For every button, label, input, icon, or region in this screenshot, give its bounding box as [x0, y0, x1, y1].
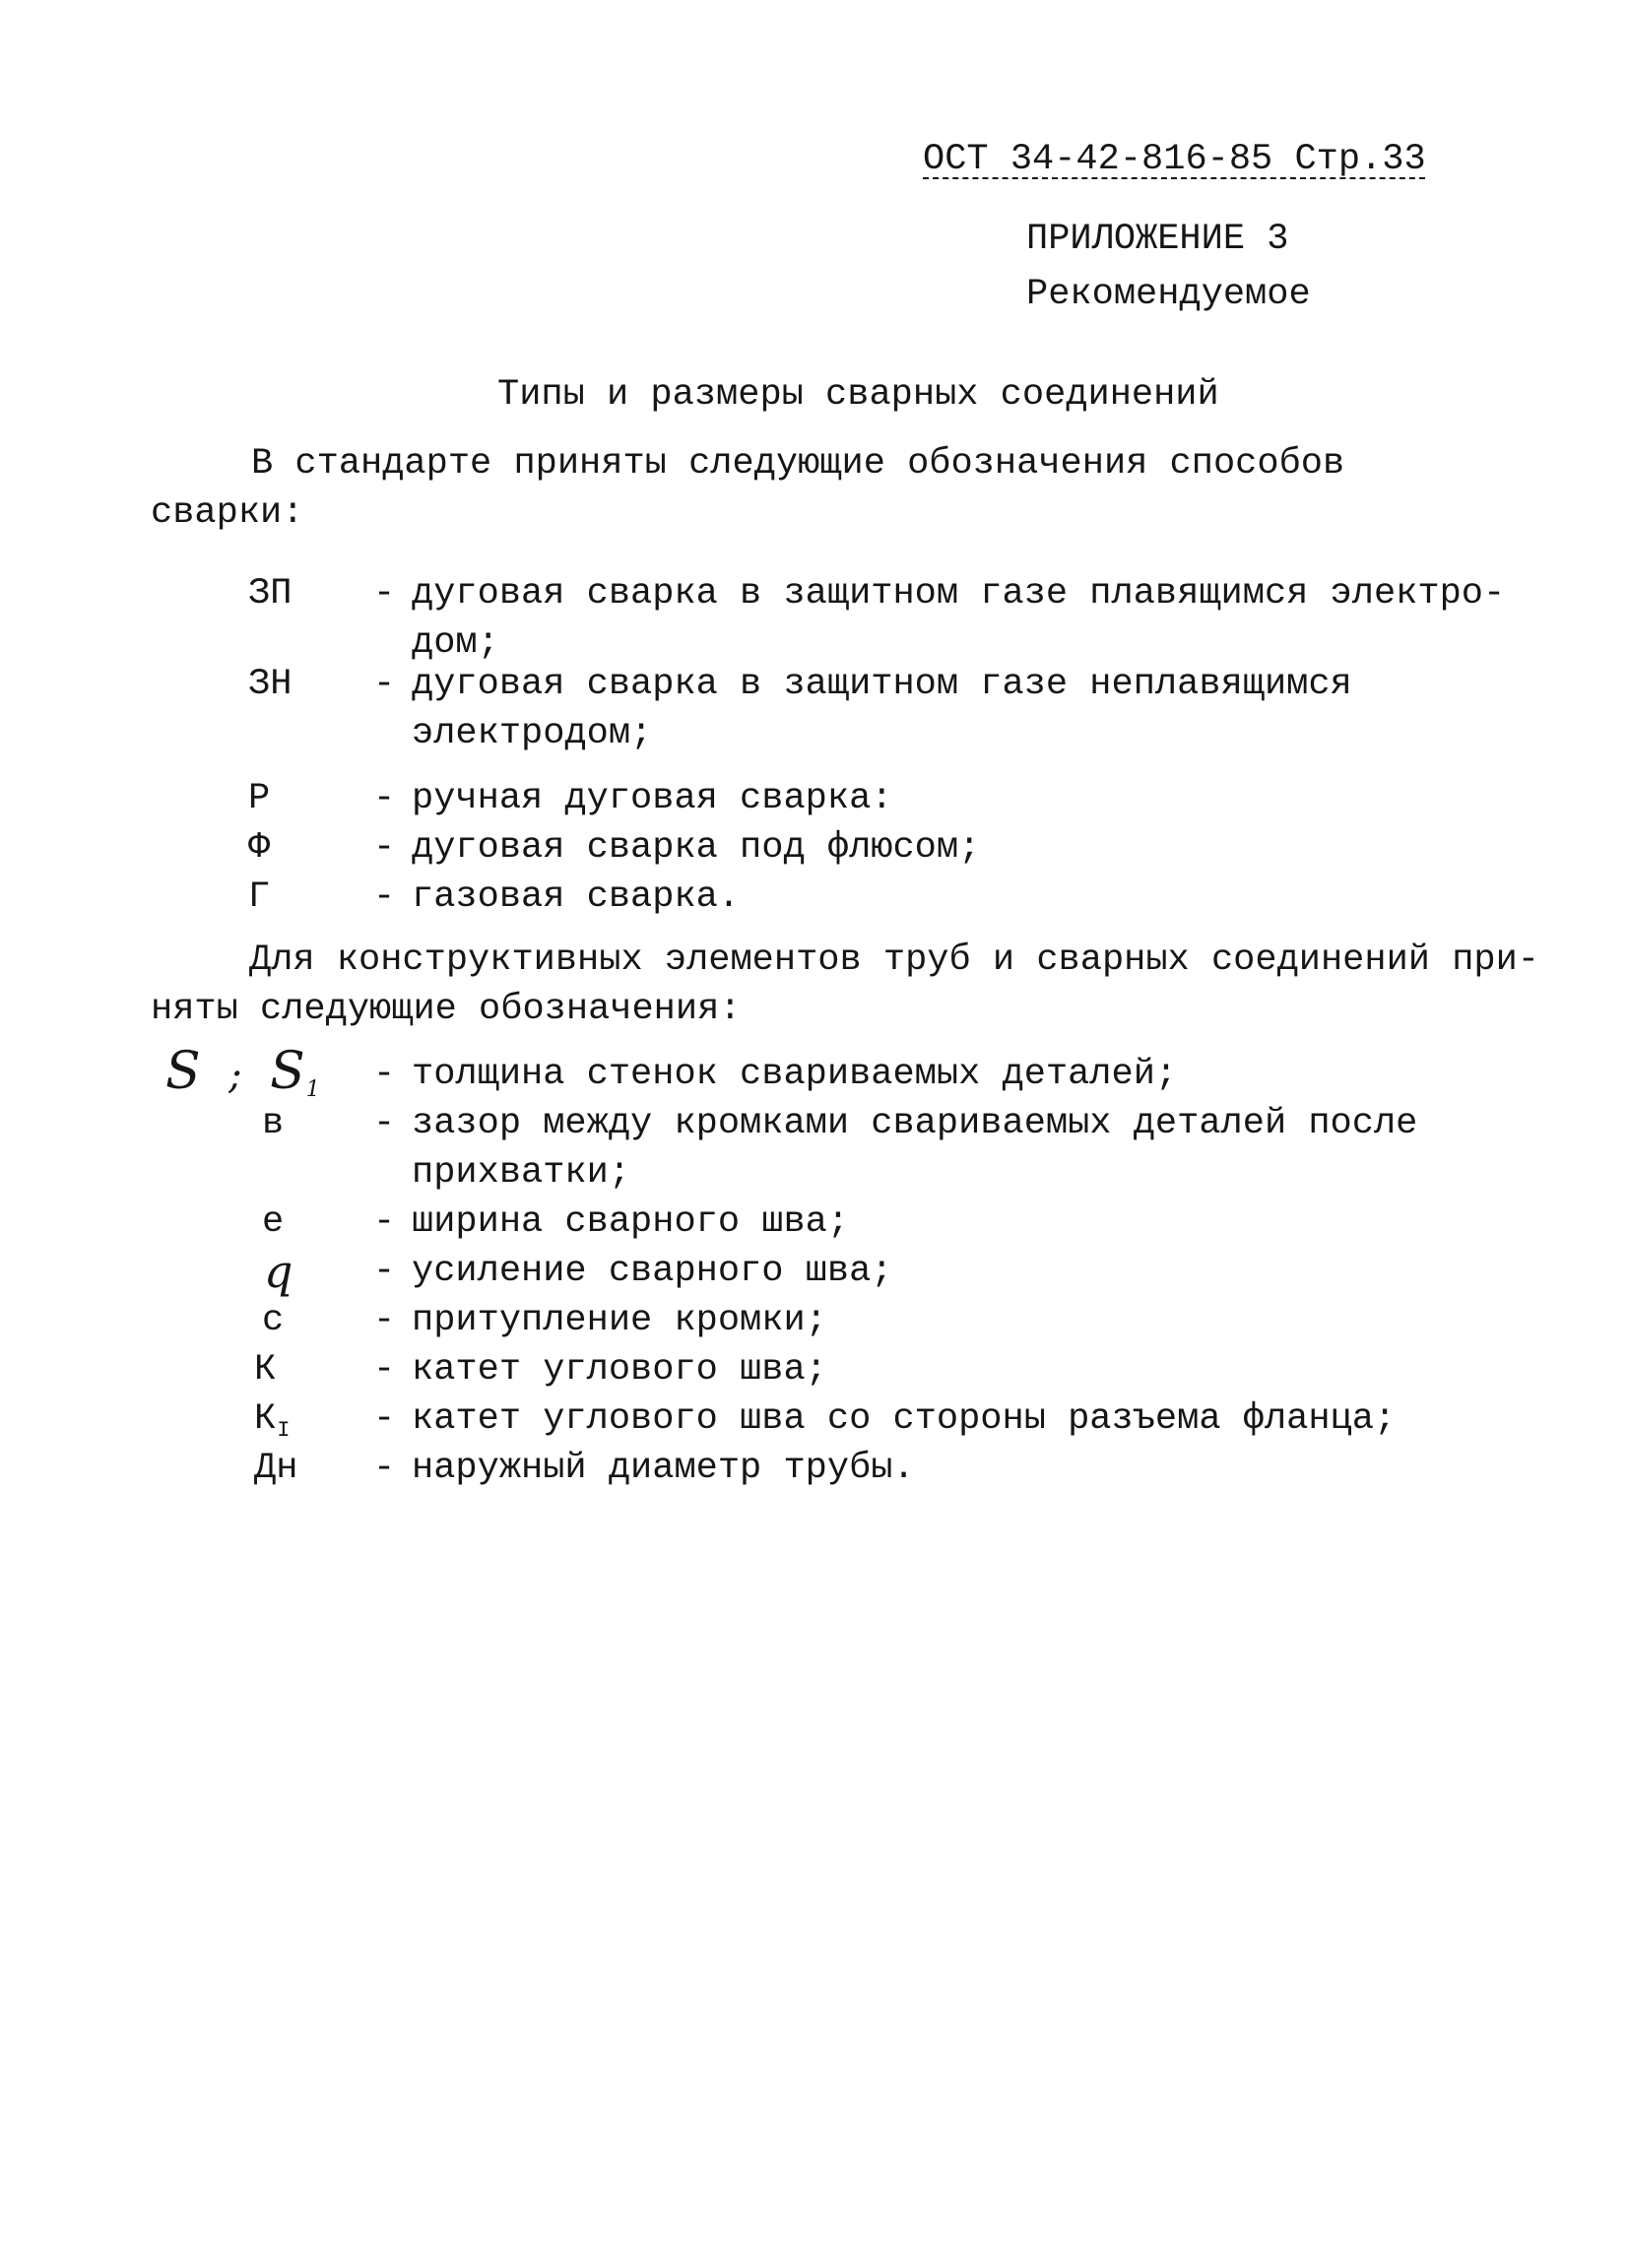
designation-symbol: К	[254, 1349, 277, 1391]
designation-description-line-1: притупление кромки;	[412, 1300, 827, 1341]
method-dash: -	[373, 827, 396, 869]
intro-paragraph-line-1: В стандарте приняты следующие обозначения способов	[251, 443, 1345, 485]
designations-intro-line-2: няты следующие обозначения:	[151, 989, 742, 1030]
standard-page-code: ОСТ 34-42-816-85 Стр.33	[923, 139, 1426, 180]
designation-dash: -	[373, 1201, 396, 1243]
symbol-s-alt: S	[270, 1042, 305, 1101]
designations-intro-line-1: Для конструктивных элементов труб и сварных соединений при-	[249, 940, 1540, 981]
designation-dash: -	[373, 1398, 396, 1440]
designation-description-line-1: ширина сварного шва;	[412, 1201, 850, 1243]
designation-symbol: в	[262, 1103, 285, 1144]
designation-symbol: е	[262, 1201, 285, 1243]
designation-description-line-1: зазор между кромками свариваемых деталей после	[412, 1103, 1418, 1144]
method-description-line-1: дуговая сварка под флюсом;	[412, 827, 981, 869]
symbol-s: S	[165, 1042, 201, 1101]
designation-description-line-1: наружный диаметр трубы.	[412, 1448, 915, 1489]
designation-dash: -	[373, 1349, 396, 1391]
method-description-line-1: газовая сварка.	[412, 876, 741, 918]
symbol-subscript: 1	[305, 1077, 320, 1102]
designation-dash: -	[373, 1300, 396, 1341]
method-description-line-1: дуговая сварка в защитном газе плавящимся электро-	[412, 573, 1506, 615]
designation-description-line-1: усиление сварного шва;	[412, 1251, 893, 1292]
designation-symbol	[254, 1394, 372, 1448]
intro-paragraph-line-2: сварки:	[151, 492, 304, 534]
designation-dash: -	[373, 1103, 396, 1144]
symbol-k: К	[254, 1398, 277, 1440]
designation-dash: -	[373, 1448, 396, 1489]
designation-description-line-1: катет углового шва;	[412, 1349, 827, 1391]
section-title: Типы и размеры сварных соединений	[497, 374, 1219, 416]
method-symbol: Ф	[248, 827, 271, 869]
method-description-line-1: ручная дуговая сварка:	[412, 778, 893, 819]
symbol-separator: ;	[228, 1053, 242, 1098]
method-description-line-2: электродом;	[412, 713, 653, 754]
method-dash: -	[373, 778, 396, 819]
designation-symbol: с	[262, 1300, 285, 1341]
designation-description-line-2: прихватки;	[412, 1152, 631, 1194]
appendix-title: ПРИЛОЖЕНИЕ 3	[1026, 219, 1289, 260]
designation-symbol: Дн	[254, 1448, 298, 1489]
method-dash: -	[373, 573, 396, 615]
designation-description-line-1: катет углового шва со стороны разъема фланца;	[412, 1398, 1397, 1440]
method-description-line-2: дом;	[412, 622, 499, 664]
symbol-subscript: I	[277, 1418, 291, 1443]
method-symbol: ЗН	[248, 664, 293, 705]
method-dash: -	[373, 664, 396, 705]
designation-dash: -	[373, 1054, 396, 1095]
method-symbol: Г	[248, 876, 271, 918]
method-symbol: ЗП	[248, 573, 293, 615]
method-symbol: Р	[248, 778, 271, 819]
method-description-line-1: дуговая сварка в защитном газе неплавящимся	[412, 664, 1352, 705]
appendix-status: Рекомендуемое	[1026, 274, 1311, 315]
designation-description-line-1: толщина стенок свариваемых деталей;	[412, 1054, 1178, 1095]
method-dash: -	[373, 876, 396, 918]
designation-dash: -	[373, 1251, 396, 1292]
designation-symbol: q	[264, 1245, 293, 1298]
